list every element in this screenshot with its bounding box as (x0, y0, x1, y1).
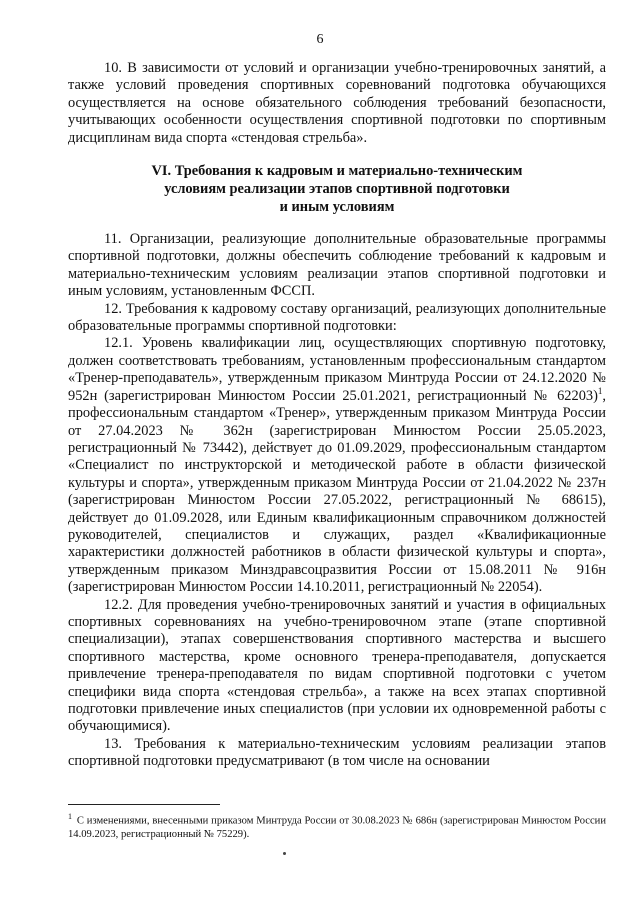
footnote-mark: 1 (68, 812, 72, 821)
scan-speck (283, 852, 286, 855)
document-body (68, 60, 606, 771)
paragraph-12-1-part-b: , профессиональным стандартом «Тренер», утвержденным приказом Минтруда России от 27.04.2023 № 362н (зарегистрирован Минюстом России 25.05.2023, регистрационный № 73442), действует до 01.09.2029, профессиональным стандартом «Специалист по инструкторской и методической работе в области физической культуры и спорта», утвержденным приказом Минтруда России от 21.04.2022 № 237н (зарегистрирован Минюстом России 27.05.2022, регистрационный № 68615), действует до 01.09.2028, или Единым квалификационным справочником должностей руководителей, специалистов и служащих, раздел «Квалификационные характеристики должностей работников в области физической культуры и спорта», утвержденным приказом Минздравсоцразвития России от 15.08.2011 № 916н (зарегистрирован Минюстом России 14.10.2011, регистрационный № 22054). (68, 387, 606, 596)
paragraph-12-1 (68, 335, 606, 596)
paragraph-11: 11. Организации, реализующие дополнительные образовательные программы спортивной подготовки, должны обеспечить соблюдение требований к кадровым и материально-техническим условиям реализации этапов спортивной подготовки и иным условиям, установленным ФССП. (68, 231, 606, 300)
paragraph-12-1-part-a: 12.1. Уровень квалификации лиц, осуществляющих спортивную подготовку, должен соответствовать требованиям, установленным профессиональным стандартом «Тренер-преподаватель», утвержденным приказом Минтруда России от 24.12.2020 № 952н (зарегистрирован Минюстом России 25.01.2021, регистрационный № 62203) (68, 335, 606, 404)
paragraph-12-2: 12.2. Для проведения учебно-тренировочных занятий и участия в официальных спортивных соревнованиях на учебно-тренировочном этапе (этапе спортивной специализации), этапах совершенствования спортивного мастерства и высшего спортивного мастерства, кроме основного тренера-преподавателя, допускается привлечение тренера-преподавателя по видам спортивной подготовки с учетом специфики вида спорта «стендовая стрельба», а также на всех этапах спортивной подготовки привлечение иных специалистов (при условии их одновременной работы с обучающимися). (68, 596, 606, 735)
footnote-reference: 1 (597, 385, 603, 396)
page-number: 6 (316, 32, 324, 47)
paragraph-13: 13. Требования к материально-техническим условиям реализации этапов спортивной подготовки предусматривают (в том числе на основании (68, 735, 606, 770)
footnote (68, 810, 606, 841)
paragraph-10: 10. В зависимости от условий и организации учебно-тренировочных занятий, а также условий проведения спортивных соревнований подготовка обучающихся осуществляется на основе обязательного соблюдения требований безопасности, учитывающих особенности осуществления спортивной подготовки по спортивным дисциплинам вида спорта «стендовая стрельба». (68, 60, 606, 146)
paragraph-12: 12. Требования к кадровому составу организаций, реализующих дополнительные образовательные программы спортивной подготовки: (68, 300, 606, 335)
section-heading-line-2: условиям реализации этапов спортивной подготовки (164, 181, 510, 198)
footnote-text: С изменениями, внесенными приказом Минтруда России от 30.08.2023 № 686н (зарегистрирован Минюстом России 14.09.2023, регистрационный № 75229). (68, 815, 606, 840)
section-heading (68, 162, 606, 216)
section-heading-line-1: VI. Требования к кадровым и материально-техническим (151, 163, 523, 180)
section-heading-line-3: и иным условиям (279, 199, 395, 216)
footnote-separator (68, 804, 220, 805)
